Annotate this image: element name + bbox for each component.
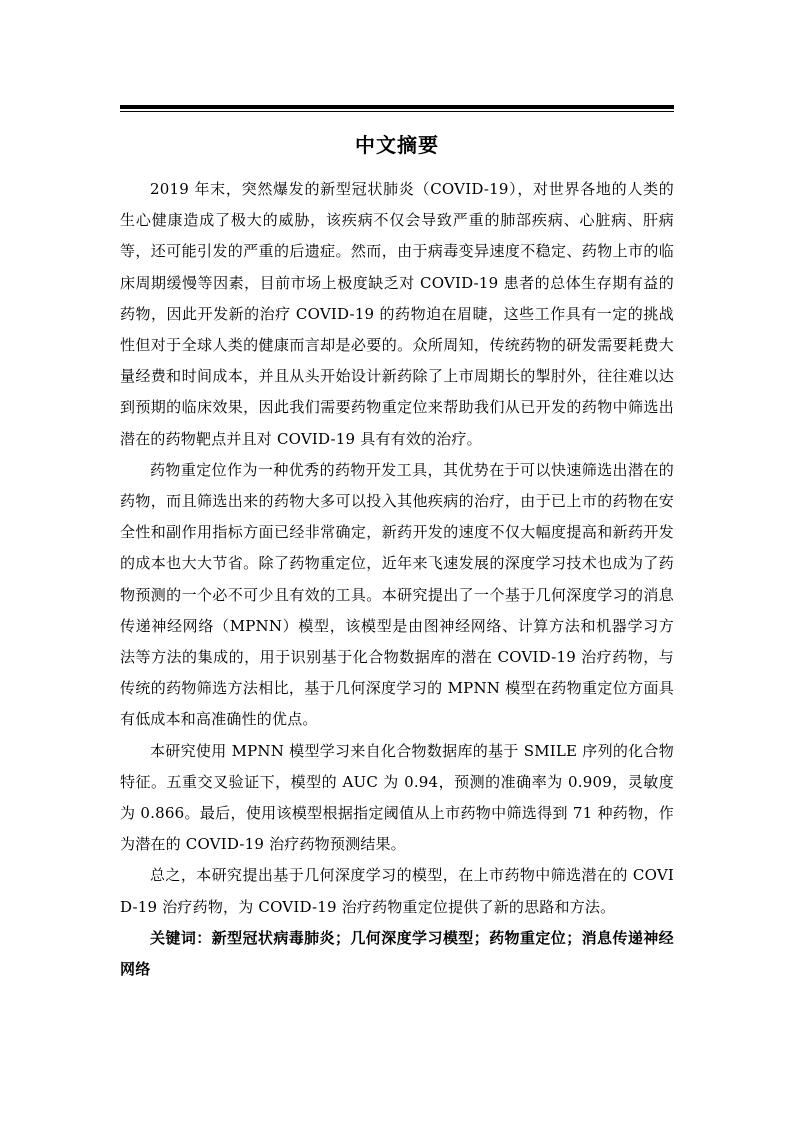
abstract-paragraph-4: 总之，本研究提出基于几何深度学习的模型，在上市药物中筛选潜在的 COVID-19 治疗药物，为 COVID-19 治疗药物重定位提供了新的思路和方法。 (120, 866, 674, 916)
abstract-paragraph-1: 2019 年末，突然爆发的新型冠状肺炎（COVID-19），对世界各地的人类的生心健康造成了极大的威胁，该疾病不仅会导致严重的肺部疾病、心脏病、肝病等，还可能引发的严重的后遗症。然而，由于病毒变异速度不稳定、药物上市的临床周期缓慢等因素，目前市场上极度缺乏对 COVID-19 患者的总体生存期有益的药物，因此开发新的治疗 COVID-19 的药物迫在眉睫，这些工作具有一定的挑战性但对于全球人类的健康而言却是必要的。众所周知，传统药物的研发需要耗费大量经费和时间成本，并且从头开始设计新药除了上市周期长的掣肘外，往往难以达到预期的临床效果，因此我们需要药物重定位来帮助我们从已开发的药物中筛选出潜在的药物靶点并且对 COVID-19 具有有效的治疗。 (120, 180, 674, 448)
header-rule-thin (120, 111, 674, 112)
abstract-paragraph-2: 药物重定位作为一种优秀的药物开发工具，其优势在于可以快速筛选出潜在的药物，而且筛选出来的药物大多可以投入其他疾病的治疗，由于已上市的药物在安全性和副作用指标方面已经非常确定，新药开发的速度不仅大幅度提高和新药开发的成本也大大节省。除了药物重定位，近年来飞速发展的深度学习技术也成为了药物预测的一个必不可少且有效的工具。本研究提出了一个基于几何深度学习的消息传递神经网络（MPNN）模型，该模型是由图神经网络、计算方法和机器学习方法等方法的集成的，用于识别基于化合物数据库的潜在 COVID-19 治疗药物，与传统的药物筛选方法相比，基于几何深度学习的 MPNN 模型在药物重定位方面具有低成本和高准确性的优点。 (120, 460, 674, 729)
keywords-line: 关键词：新型冠状病毒肺炎；几何深度学习模型；药物重定位；消息传递神经网络 (120, 928, 674, 979)
abstract-paragraph-3: 本研究使用 MPNN 模型学习来自化合物数据库的基于 SMILE 序列的化合物特征。五重交叉验证下，模型的 AUC 为 0.94，预测的准确率为 0.909，灵敏度为 0.866。最后，使用该模型根据指定阈值从上市药物中筛选得到 71 种药物，作为潜在的 COVID-19 治疗药物预测结果。 (120, 741, 674, 854)
abstract-body (120, 174, 674, 985)
abstract-title: 中文摘要 (355, 133, 439, 157)
header-rule-thick (120, 105, 674, 109)
